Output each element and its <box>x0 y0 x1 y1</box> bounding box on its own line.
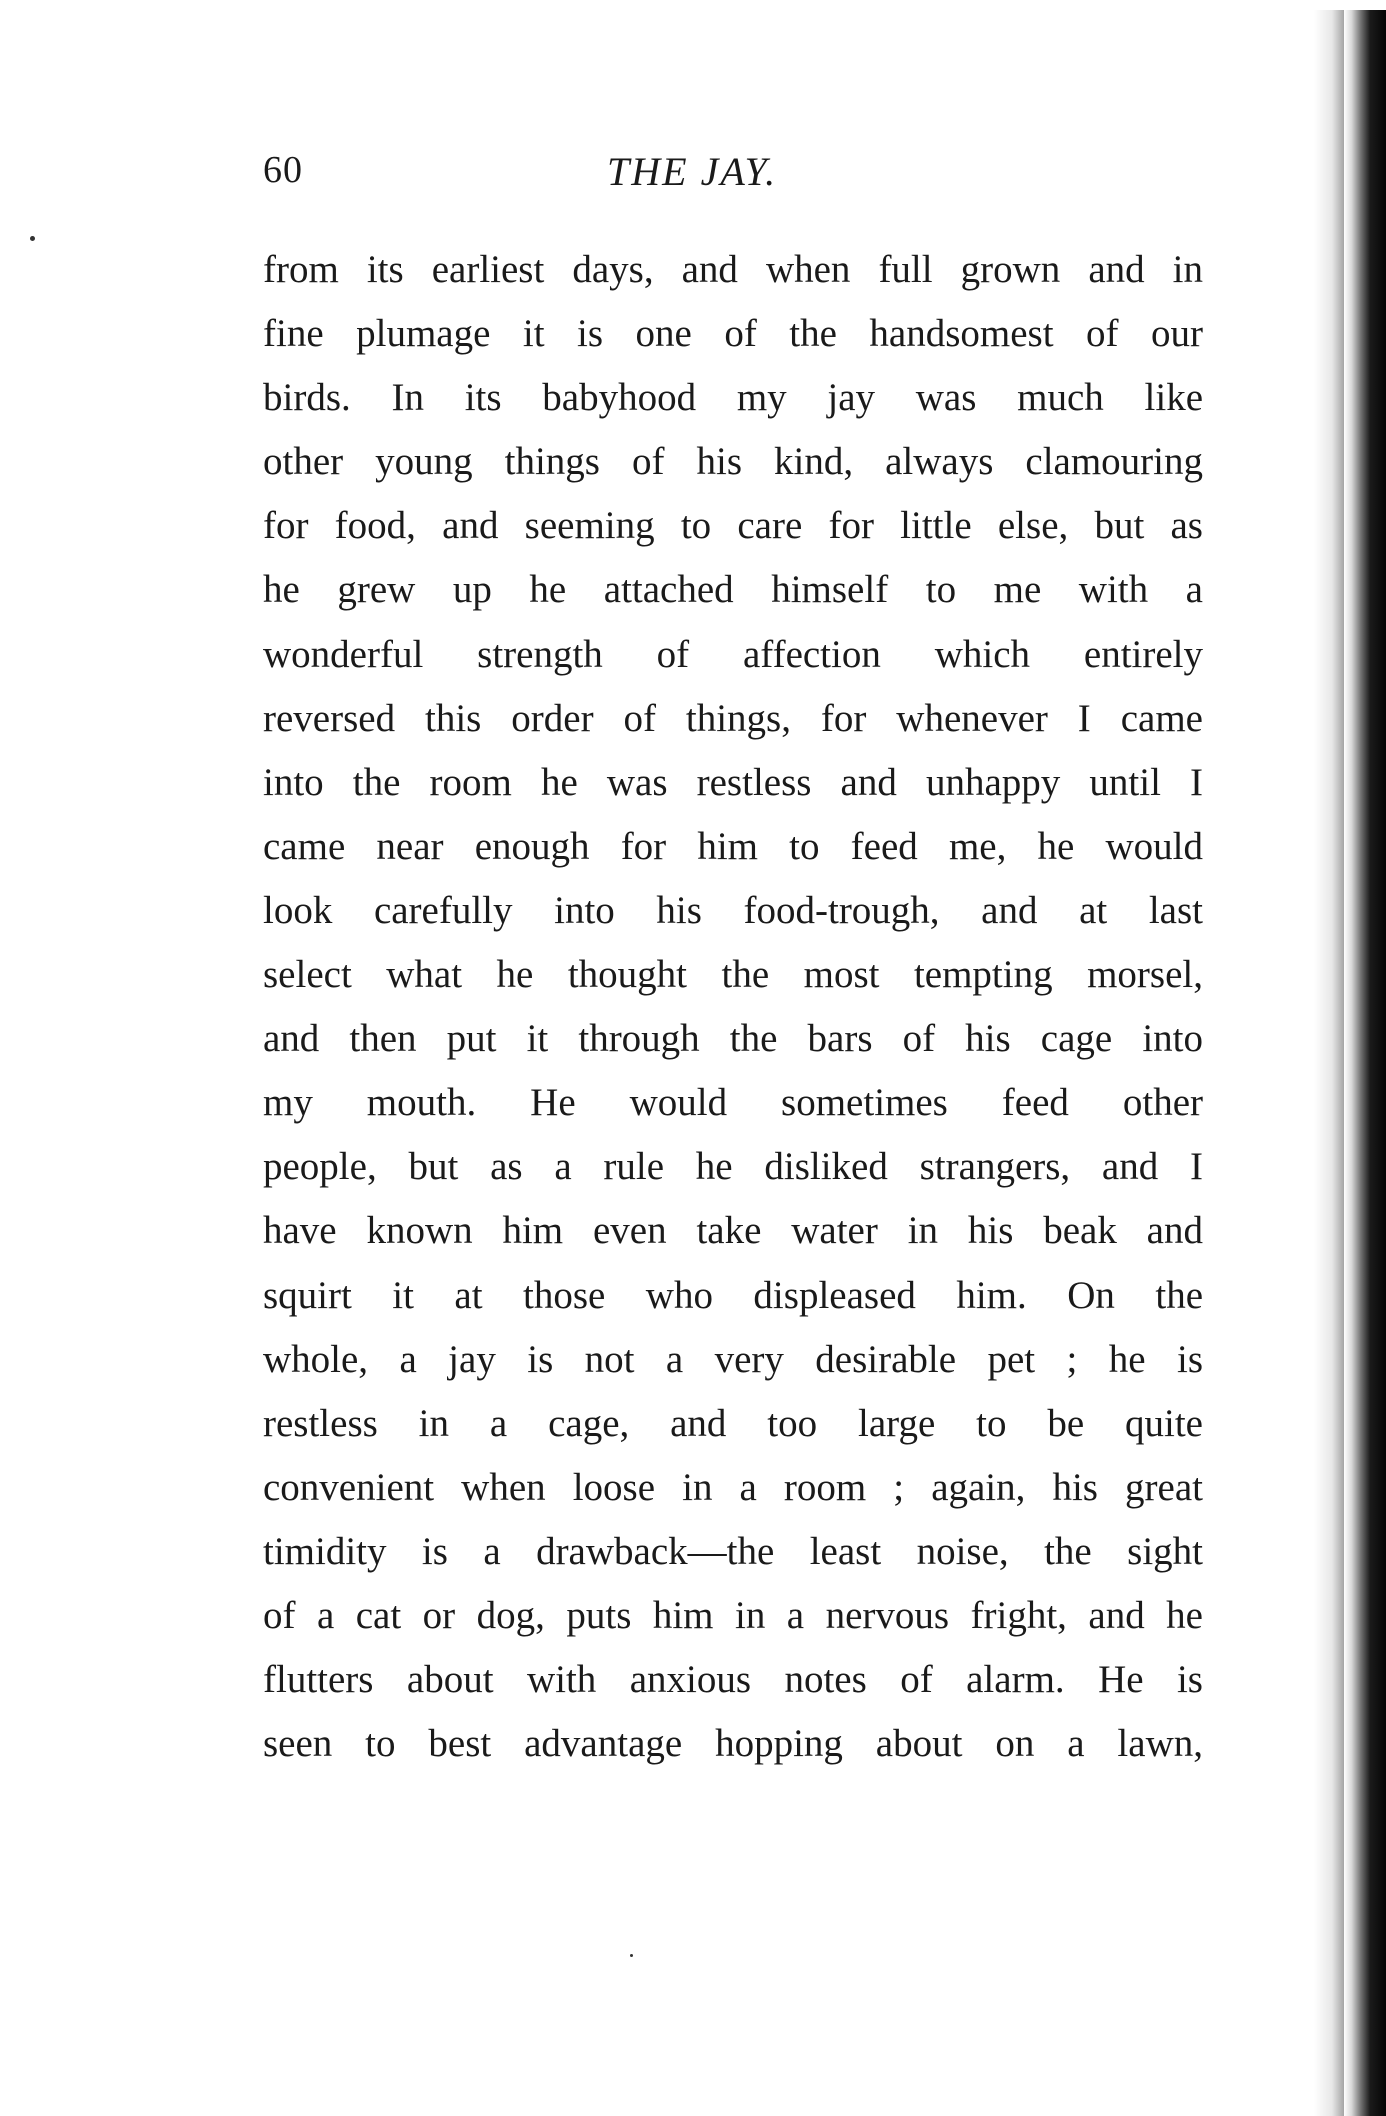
page-number: 60 <box>263 149 303 191</box>
text-line: for food, and seeming to care for little else, but as <box>263 504 1203 548</box>
text-line: fine plumage it is one of the handsomest of our <box>263 312 1203 356</box>
text-line: look carefully into his food-trough, and at last <box>263 888 1203 932</box>
text-line: seen to best advantage hopping about on a lawn, <box>263 1722 1203 1766</box>
text-line: from its earliest days, and when full grown and in <box>263 248 1203 291</box>
text-line: select what he thought the most tempting morsel, <box>263 953 1203 997</box>
text-line: came near enough for him to feed me, he would <box>263 824 1203 868</box>
text-line: whole, a jay is not a very desirable pet ; he is <box>263 1337 1203 1381</box>
text-line: wonderful strength of affection which entirely <box>263 632 1203 676</box>
running-head: THE JAY. <box>607 149 778 194</box>
page-header <box>263 148 1203 208</box>
text-line: he grew up he attached himself to me with a <box>263 568 1203 612</box>
text-line: into the room he was restless and unhappy until I <box>263 760 1203 804</box>
text-line: my mouth. He would sometimes feed other <box>263 1081 1203 1125</box>
text-line: timidity is a drawback—the least noise, the sight <box>263 1529 1203 1573</box>
print-speck <box>30 236 35 241</box>
page-binding-edge <box>1344 10 1386 2116</box>
text-line: and then put it through the bars of his cage into <box>263 1017 1203 1061</box>
text-line: people, but as a rule he disliked strangers, and I <box>263 1145 1203 1189</box>
text-line: reversed this order of things, for whenever I came <box>263 696 1203 740</box>
text-line: restless in a cage, and too large to be quite <box>263 1401 1203 1445</box>
body-paragraph <box>263 238 1203 1776</box>
text-line: squirt it at those who displeased him. On the <box>263 1273 1203 1317</box>
binding-shadow <box>1314 10 1344 2116</box>
print-speck <box>630 1954 633 1957</box>
text-line: other young things of his kind, always clamouring <box>263 440 1203 484</box>
text-line: birds. In its babyhood my jay was much like <box>263 376 1203 420</box>
text-line: flutters about with anxious notes of alarm. He is <box>263 1658 1203 1702</box>
text-line: convenient when loose in a room ; again, his great <box>263 1465 1203 1509</box>
text-line: have known him even take water in his beak and <box>263 1209 1203 1253</box>
text-line: of a cat or dog, puts him in a nervous fright, and he <box>263 1593 1203 1637</box>
